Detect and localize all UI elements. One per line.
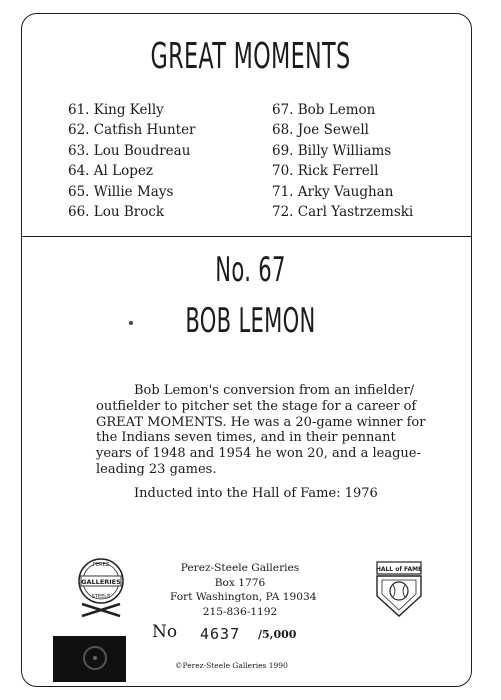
section-divider — [21, 236, 472, 237]
perez-steele-logo — [76, 556, 126, 622]
publisher-name: Perez-Steele Galleries — [180, 562, 300, 574]
list-item: 71. Arky Vaughan — [272, 183, 394, 200]
biography-text: Bob Lemon's conversion from an infielder/ outfielder to pitcher set the stage for a career of GREAT MOMENTS. He was a 20-game winner for the Indians seven times, and in their pennant years of 1948 and 1954 he won 20, and a league-leading 23 games. — [96, 383, 426, 477]
publisher-address — [170, 561, 317, 619]
serial-number: 4637 — [200, 625, 241, 643]
hall-of-fame-line: Inducted into the Hall of Fame: 1976 — [134, 486, 378, 501]
serial-total: /5,000 — [258, 628, 297, 641]
hall-of-fame-logo — [373, 560, 425, 620]
hof-logo-text: HALL of FAME — [375, 566, 423, 573]
publisher-box: Box 1776 — [214, 576, 266, 589]
card-number: No. 67 — [215, 250, 286, 290]
logo-main-text: GALLERIES — [81, 578, 121, 586]
serial-label: No — [152, 622, 178, 642]
player-name: BOB LEMON — [185, 301, 316, 341]
logo-bottom-text: STEELE — [91, 594, 111, 600]
logo-top-text: PEREZ — [92, 562, 110, 568]
list-item: 61. King Kelly — [68, 102, 164, 118]
list-item: 68. Joe Sewell — [272, 122, 369, 139]
series-title: GREAT MOMENTS — [150, 36, 351, 77]
list-item: 63. Lou Boudreau — [68, 142, 191, 159]
list-item: 66. Lou Brock — [68, 204, 165, 221]
checklist-right-column — [272, 100, 413, 222]
list-item: 72. Carl Yastrzemski — [272, 204, 414, 221]
list-item: 70. Rick Ferrell — [272, 163, 379, 180]
hologram-seal-icon — [83, 646, 107, 670]
copyright-notice: ©Perez-Steele Galleries 1990 — [175, 661, 288, 670]
publisher-city: Fort Washington, PA 19034 — [170, 591, 317, 604]
publisher-phone: 215-836-1192 — [202, 605, 278, 618]
list-item: 64. Al Lopez — [68, 163, 153, 180]
hologram-sticker — [53, 636, 126, 682]
player-biography — [96, 383, 426, 478]
checklist-left-column — [68, 100, 196, 222]
list-item: 67. Bob Lemon — [272, 102, 376, 118]
list-item: 65. Willie Mays — [68, 183, 174, 200]
list-item: 62. Catfish Hunter — [68, 122, 196, 139]
list-item: 69. Billy Williams — [272, 142, 392, 159]
